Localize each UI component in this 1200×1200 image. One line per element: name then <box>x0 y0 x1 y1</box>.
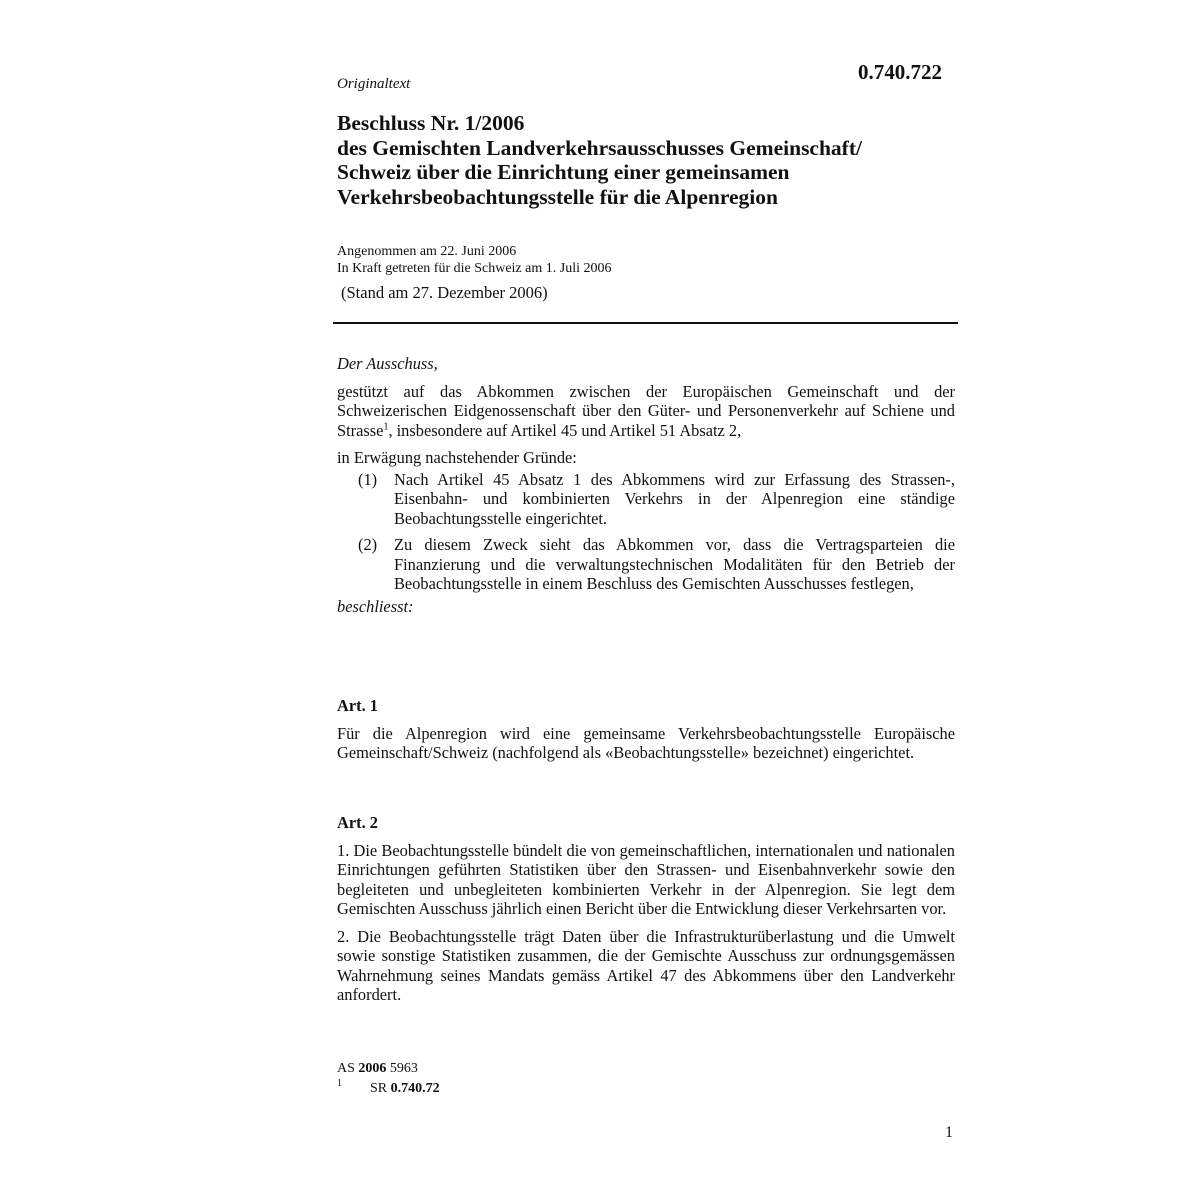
adoption-info <box>337 243 611 277</box>
sr-number: 0.740.72 <box>390 1081 440 1096</box>
article-1 <box>337 696 955 763</box>
as-prefix: AS <box>337 1061 355 1076</box>
footnotes <box>337 1059 440 1099</box>
sr-prefix: SR <box>370 1081 388 1096</box>
document-number: 0.740.722 <box>858 60 942 84</box>
header-divider <box>333 322 958 324</box>
recital-text: Nach Artikel 45 Absatz 1 des Abkommens wird zur Erfassung des Strassen-, Eisenbahn- und kombinierten Verkehrs in der Alpenregion eine ständige Beobachtungsstelle eingerichtet. <box>394 469 955 528</box>
title-line: Verkehrsbeobachtungsstelle für die Alpenregion <box>337 184 778 209</box>
page-number: 1 <box>945 1124 953 1141</box>
recital-text: Zu diesem Zweck sieht das Abkommen vor, dass die Vertragsparteien die Finanzierung und die verwaltungstechnischen Modalitäten für den Betrieb der Beobachtungsstelle in einem Beschluss des Gemischten Ausschusses festlegen, <box>394 535 955 593</box>
legal-basis-text-end: , insbesondere auf Artikel 45 und Artikel 51 Absatz 2, <box>388 420 742 440</box>
recital-number: (2) <box>358 535 378 554</box>
original-text-label: Originaltext <box>337 76 411 92</box>
preamble <box>337 354 955 616</box>
official-compilation-ref <box>337 1059 440 1079</box>
title-line: Schweiz über die Einrichtung einer gemeinsamen <box>337 160 790 184</box>
as-year: 2006 <box>358 1061 387 1076</box>
recital <box>337 535 955 594</box>
title-line: des Gemischten Landverkehrsausschusses Gemeinschaft/ <box>337 135 862 160</box>
decision-intro: beschliesst: <box>337 596 414 616</box>
committee-intro: Der Ausschuss, <box>337 354 438 373</box>
recital <box>337 470 955 529</box>
document-title <box>337 111 977 209</box>
article-paragraph: 1. Die Beobachtungsstelle bündelt die von gemeinschaftlichen, internationalen und nationalen Einrichtungen geführten Statistiken über den Strassen- und Eisenbahnverkehr sowie den begleiteten und unbegleiteten kombinierten Verkehr in der Alpenregion. Sie legt dem Gemischten Ausschuss jährlich einen Bericht über die Entwicklung dieser Verkehrsarten vor. <box>337 840 955 918</box>
footnote-reference: 1 <box>383 421 389 433</box>
article-heading: Art. 1 <box>337 696 378 715</box>
in-force-date: In Kraft getreten für die Schweiz am 1. Juli 2006 <box>337 261 612 276</box>
article-heading: Art. 2 <box>337 813 378 832</box>
article-paragraph: 2. Die Beobachtungsstelle trägt Daten über die Infrastrukturüberlastung und die Umwelt sowie sonstige Statistiken zusammen, die der Gemischte Ausschuss zur ordnungsgemässen Wahrnehmung seines Mandats gemäss Artikel 47 des Abkommens über den Landverkehr anfordert. <box>337 926 955 1004</box>
footnote <box>337 1079 440 1099</box>
footnote-mark: 1 <box>337 1078 342 1089</box>
title-line: Beschluss Nr. 1/2006 <box>337 111 525 135</box>
legal-basis <box>337 382 955 441</box>
legal-basis-text: gestützt auf das Abkommen zwischen der Europäischen Gemeinschaft und der Schweizerischen Eidgenossenschaft über den Güter- und Personenverkehr auf Schiene und Strasse <box>337 381 955 440</box>
article-paragraph: Für die Alpenregion wird eine gemeinsame Verkehrsbeobachtungsstelle Europäische Gemeinschaft/Schweiz (nachfolgend als «Beobachtungsstelle» bezeichnet) eingerichtet. <box>337 723 955 762</box>
article-2 <box>337 813 955 1005</box>
as-page: 5963 <box>389 1061 418 1076</box>
adopted-date: Angenommen am 22. Juni 2006 <box>337 244 517 259</box>
status-date: (Stand am 27. Dezember 2006) <box>341 283 548 302</box>
considerations-intro: in Erwägung nachstehender Gründe: <box>337 448 577 467</box>
recital-number: (1) <box>358 469 378 489</box>
